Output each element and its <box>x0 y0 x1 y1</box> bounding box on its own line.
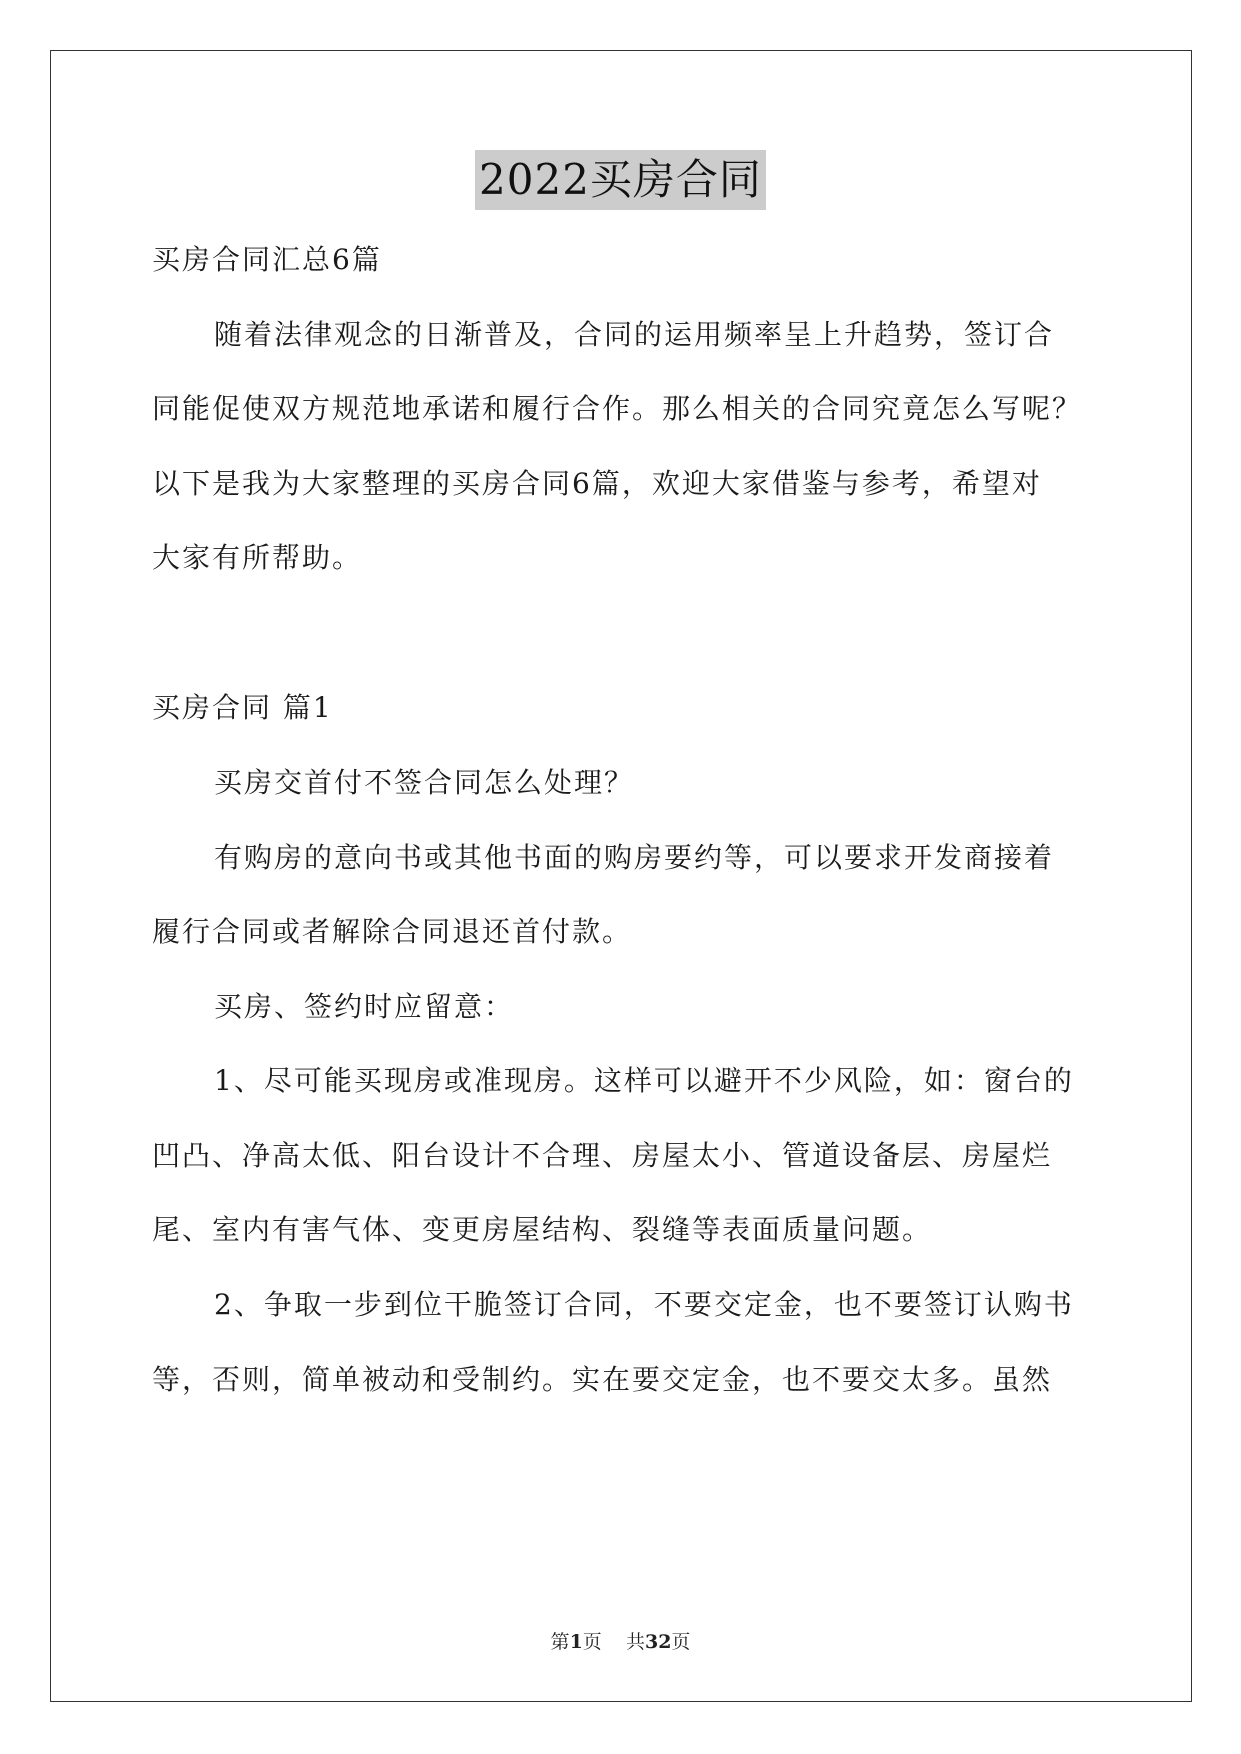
document-title: 2022买房合同 <box>475 150 766 210</box>
footer-middle: 页 共 <box>582 1631 645 1653</box>
page-footer <box>0 1630 1241 1654</box>
title-container <box>0 150 1241 210</box>
footer-prefix: 第 <box>550 1631 570 1653</box>
paragraph-line: 履行合同或者解除合同退还首付款。 <box>152 915 633 948</box>
total-page-number: 32 <box>644 1631 672 1653</box>
paragraph-line: 凹凸、净高太低、阳台设计不合理、房屋太小、管道设备层、房屋烂 <box>152 1139 1053 1172</box>
footer-suffix: 页 <box>671 1631 691 1653</box>
paragraph-line: 大家有所帮助。 <box>152 541 363 574</box>
paragraph-line: 2、争取一步到位干脆签订合同，不要交定金，也不要签订认购书 <box>214 1288 1074 1321</box>
paragraph-line: 1、尽可能买现房或准现房。这样可以避开不少风险，如：窗台的 <box>214 1064 1074 1097</box>
current-page-number: 1 <box>569 1631 583 1653</box>
paragraph-line: 同能促使双方规范地承诺和履行合作。那么相关的合同究竟怎么写呢？ <box>152 392 1083 425</box>
subtitle-line: 买房合同汇总6篇 <box>152 243 382 276</box>
paragraph-line: 买房交首付不签合同怎么处理？ <box>214 766 635 799</box>
paragraph-line: 有购房的意向书或其他书面的购房要约等，可以要求开发商接着 <box>214 841 1055 874</box>
paragraph-line: 尾、室内有害气体、变更房屋结构、裂缝等表面质量问题。 <box>152 1213 933 1246</box>
paragraph-line: 随着法律观念的日渐普及，合同的运用频率呈上升趋势，签订合 <box>214 318 1055 351</box>
paragraph-line: 买房、签约时应留意： <box>214 990 515 1023</box>
paragraph-line: 以下是我为大家整理的买房合同6篇，欢迎大家借鉴与参考，希望对 <box>152 467 1042 500</box>
paragraph-line: 等，否则，简单被动和受制约。实在要交定金，也不要交太多。虽然 <box>152 1363 1053 1396</box>
section-heading: 买房合同 篇1 <box>152 691 333 724</box>
